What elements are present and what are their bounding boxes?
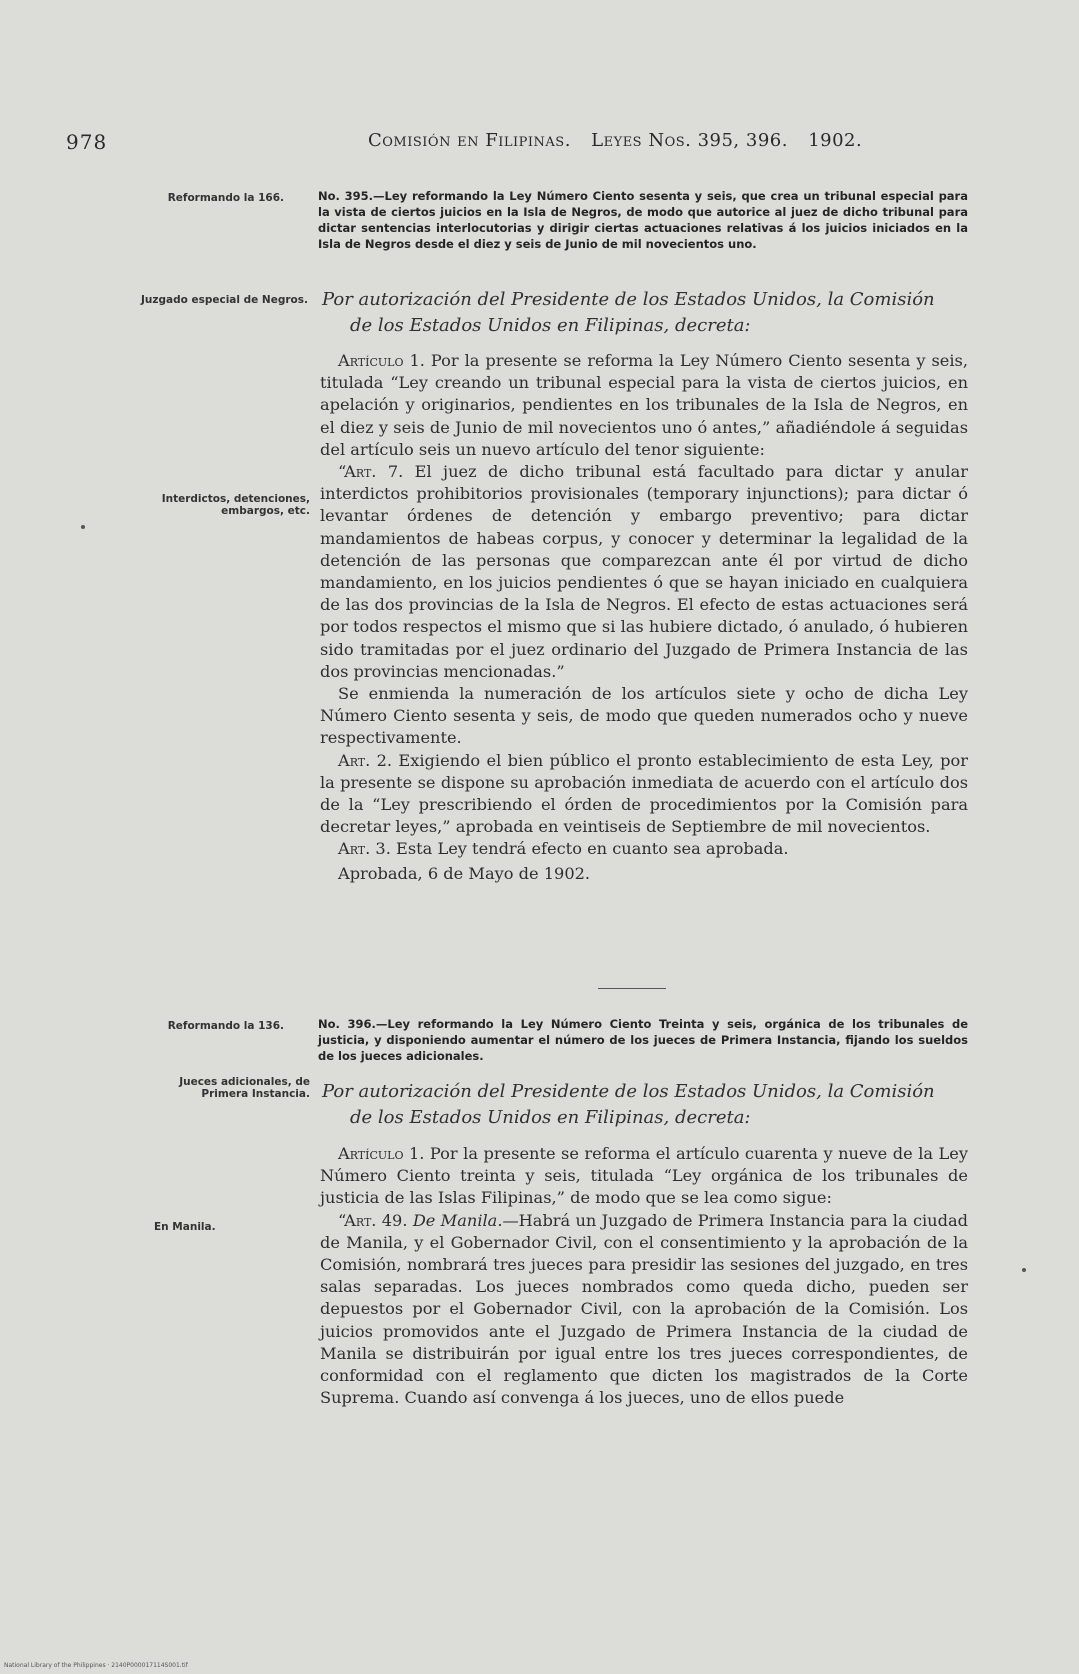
- law-396-heading-text: —Ley reformando la Ley Número Ciento Treinta y seis, orgánica de los tribunales de justicia, y disponiendo aumentar el número de los jueces de Primera Instancia, fijando los sueldos de los jueces adicionales.: [318, 1017, 968, 1063]
- scan-speck: [1022, 1268, 1026, 1272]
- law-396-enacting-line-1: Por autorización del Presidente de los Estados Unidos, la Comisión: [322, 1081, 935, 1102]
- law-395-article-3: Art. 3. Esta Ley tendrá efecto en cuanto sea aprobada.: [338, 839, 789, 859]
- law-395-number: No. 395.: [318, 189, 374, 203]
- law-396-number: No. 396.: [318, 1017, 376, 1031]
- law-395-approval-date: Aprobada, 6 de Mayo de 1902.: [338, 863, 591, 883]
- law-396-article-49: “Art. 49. De Manila.—Habrá un Juzgado de Primera Instancia para la ciudad de Manila, y el Gobernador Civil, con el consentimiento y la aprobación de la Comisión, nombrará tres jueces para presidir las sesiones del juzgado, en tres salas separadas. Los jueces nombrados como queda dicho, pueden ser depuestos por el Gobernador Civil, con la aprobación de la Comisión. Los juicios promovidos ante el Juzgado de Primera Instancia de la ciudad de Manila se distribuirán por igual entre los tres jueces correspondientes, de conformidad con el reglamento que dicten los magistrados de la Corte Suprema. Cuando así convenga á los jueces, uno de ellos puede: [320, 1210, 968, 1408]
- scan-speck: [81, 525, 85, 529]
- law-395-article-7: “Art. 7. El juez de dicho tribunal está facultado para dictar y anular interdictos prohibitorios provisionales (temporary injunctions); para dictar ó levantar órdenes de detención y embargo preventivo; para dictar mandamientos de habeas corpus, y conocer y determinar la legalidad de la detención de las personas que comparezcan ante él por virtud de dicho mandamiento, en los juicios pendientes ó que se hayan iniciado en cualquiera de las dos provincias de la Isla de Negros. El efecto de estas actuaciones será por todos respectos el mismo que si las hubiere dictado, ó anulado, ó hubieren sido tramitadas por el juez ordinario del Juzgado de Primera Instancia de las dos provincias mencionadas.”: [320, 462, 968, 681]
- law-396-article-1: Artículo 1. Por la presente se reforma el artículo cuarenta y nueve de la Ley Número Ciento treinta y seis, titulada “Ley orgánica de los tribunales de justicia de las Islas Filipinas,” de modo que se lea como sigue:: [320, 1144, 968, 1208]
- running-header: [368, 130, 876, 151]
- law-395-heading: [318, 188, 968, 252]
- law-396-body: [320, 1143, 968, 1409]
- sidenote-reform-136: Reformando la 136.: [167, 1020, 284, 1032]
- header-laws: Leyes Nos. 395, 396.: [591, 130, 788, 151]
- law-395-article-1: Artículo 1. Por la presente se reforma la Ley Número Ciento sesenta y seis, titulada “Ley creando un tribunal especial para la vista de ciertos juicios, en apelación y originarios, pendientes en los tribunales de la Isla de Negros, en el diez y seis de Junio de mil novecientos uno ó antes,” añadiéndole á seguidas del artículo seis un nuevo artículo del tenor siguiente:: [320, 351, 969, 459]
- sidenote-reform-166: Reformando la 166.: [167, 192, 284, 204]
- section-divider: [598, 988, 666, 989]
- sidenote-special-court: Juzgado especial de Negros.: [140, 294, 308, 306]
- law-395-enacting-line-2: de los Estados Unidos en Filipinas, decreta:: [350, 315, 751, 336]
- sidenote-additional-judges: Jueces adicionales, de Primera Instancia.: [179, 1076, 310, 1100]
- law-395-article-2: Art. 2. Exigiendo el bien público el pronto establecimiento de esta Ley, por la presente se dispone su aprobación inmediata de acuerdo con el artículo dos de la “Ley prescribiendo el órden de procedimientos por la Comisión para decretar leyes,” aprobada en veintiseis de Septiembre de mil novecientos.: [320, 750, 968, 837]
- sidenote-interdicts: Interdictos, detenciones, embargos, etc.: [161, 493, 310, 517]
- page-number: 978: [66, 130, 108, 154]
- law-395-heading-text: —Ley reformando la Ley Número Ciento sesenta y seis, que crea un tribunal especial para la vista de ciertos juicios en la Isla de Negros, de modo que autorice al juez de dicho tribunal para dictar sentencias interlocutorias y dirigir ciertas actuaciones relativas á los juicios iniciados en la Isla de Negros desde el diez y seis de Junio de mil novecientos uno.: [318, 189, 968, 251]
- law-395-renumbering: Se enmienda la numeración de los artículos siete y ocho de dicha Ley Número Ciento sesenta y seis, de modo que queden numerados ocho y nueve respectivamente.: [320, 684, 968, 748]
- law-396-enacting-line-2: de los Estados Unidos en Filipinas, decreta:: [350, 1107, 751, 1128]
- header-title: Comisión en Filipinas.: [368, 130, 571, 151]
- sidenote-manila: En Manila.: [154, 1221, 216, 1233]
- law-395-body: [320, 350, 968, 885]
- scan-footer: National Library of the Philippines · 2140P000017114S001.tif: [4, 1662, 188, 1669]
- law-395-enacting-line-1: Por autorización del Presidente de los Estados Unidos, la Comisión: [322, 289, 935, 310]
- header-year: 1902.: [808, 130, 863, 151]
- law-396-heading: [318, 1016, 968, 1064]
